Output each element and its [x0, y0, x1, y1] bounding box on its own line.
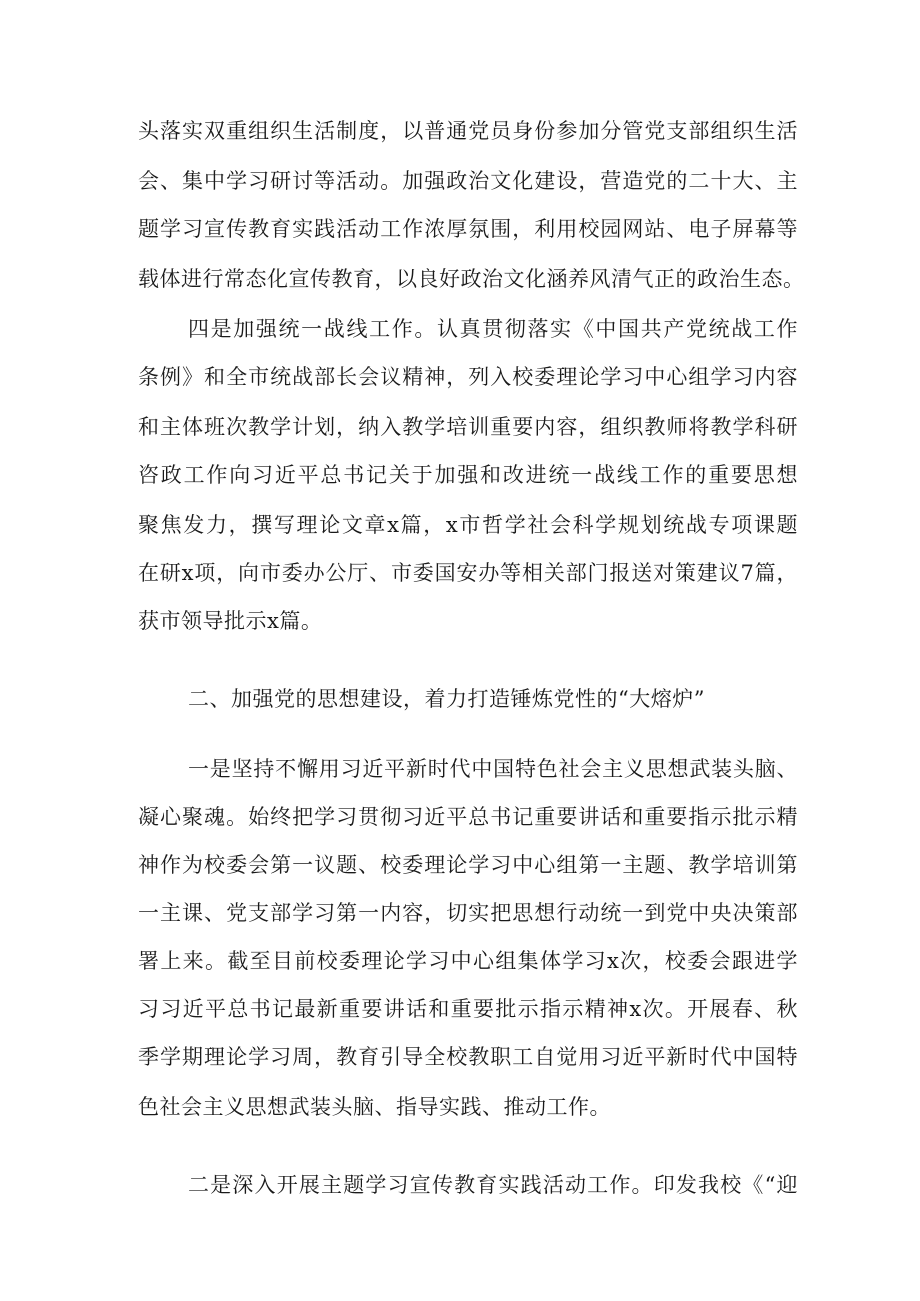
paragraph-3-line-1: 一是坚持不懈用习近平新时代中国特色社会主义思想武装头脑、 — [188, 757, 798, 781]
paragraph-3-line-4: 一主课、党支部学习第一内容，切实把思想行动统一到党中央决策部 — [138, 901, 798, 925]
paragraph-2-line-4: 咨政工作向习近平总书记关于加强和改进统一战线工作的重要思想 — [138, 463, 798, 487]
paragraph-2-line-6: 在研x项，向市委办公厅、市委国安办等相关部门报送对策建议7篇， — [138, 561, 798, 585]
paragraph-1-line-2: 会、集中学习研讨等活动。加强政治文化建设，营造党的二十大、主 — [138, 169, 798, 193]
paragraph-1-line-4: 载体进行常态化宣传教育，以良好政治文化涵养风清气正的政治生态。 — [138, 267, 805, 291]
paragraph-1-line-1: 头落实双重组织生活制度，以普通党员身份参加分管党支部组织生活 — [138, 119, 798, 143]
paragraph-3-line-6: 习习近平总书记最新重要讲话和重要批示指示精神x次。开展春、秋 — [138, 997, 798, 1021]
paragraph-2-line-5: 聚焦发力，撰写理论文章x篇，x市哲学社会科学规划统战专项课题 — [138, 513, 798, 537]
paragraph-3-line-8: 色社会主义思想武装头脑、指导实践、推动工作。 — [138, 1095, 611, 1119]
paragraph-3-line-7: 季学期理论学习周，教育引导全校教职工自觉用习近平新时代中国特 — [138, 1045, 798, 1069]
paragraph-2-line-2: 条例》和全市统战部长会议精神，列入校委理论学习中心组学习内容 — [138, 365, 798, 389]
paragraph-3-line-5: 署上来。截至目前校委理论学习中心组集体学习x次，校委会跟进学 — [138, 949, 798, 973]
paragraph-1-line-3: 题学习宣传教育实践活动工作浓厚氛围，利用校园网站、电子屏幕等 — [138, 217, 798, 241]
paragraph-3-line-3: 神作为校委会第一议题、校委理论学习中心组第一主题、教学培训第 — [138, 853, 798, 877]
paragraph-4-line-1: 二是深入开展主题学习宣传教育实践活动工作。印发我校《“迎 — [188, 1173, 798, 1197]
section-heading: 二、加强党的思想建设，着力打造锤炼党性的“大熔炉” — [188, 687, 705, 711]
paragraph-2-line-3: 和主体班次教学计划，纳入教学培训重要内容，组织教师将教学科研 — [138, 415, 798, 439]
paragraph-2-line-1: 四是加强统一战线工作。认真贯彻落实《中国共产党统战工作 — [188, 317, 798, 341]
paragraph-3-line-2: 凝心聚魂。始终把学习贯彻习近平总书记重要讲话和重要指示批示精 — [138, 805, 798, 829]
paragraph-2-line-7: 获市领导批示x篇。 — [138, 609, 323, 633]
